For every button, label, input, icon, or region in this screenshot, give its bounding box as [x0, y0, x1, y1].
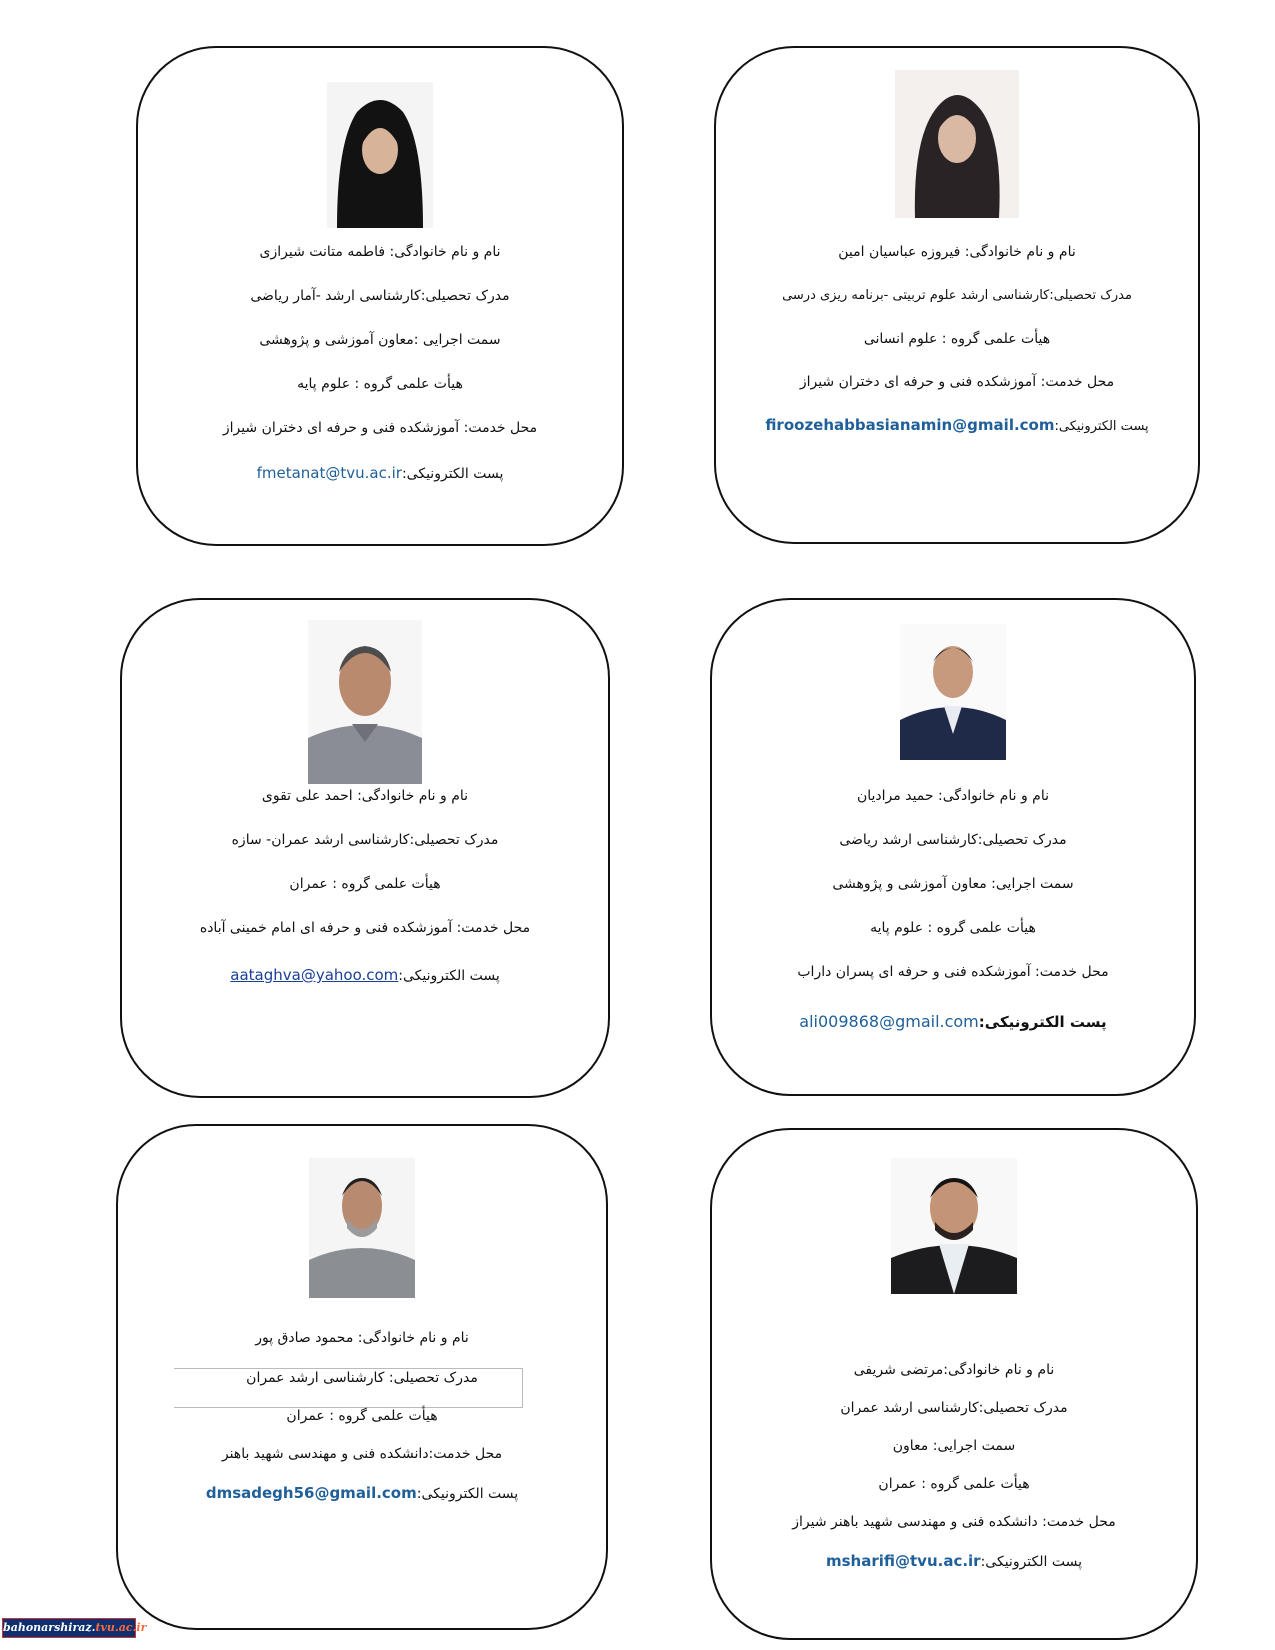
portrait-photo [327, 82, 433, 228]
portrait-photo [900, 624, 1006, 760]
staff-position: سمت اجرایی :معاون آموزشی و پژوهشی [259, 332, 501, 348]
staff-degree: مدرک تحصیلی:کارشناسی ارشد علوم تربیتی -برنامه ریزی درسی [782, 288, 1132, 303]
site-domain-suffix: tvu.ac.ir [95, 1621, 147, 1634]
staff-email[interactable]: msharifi@tvu.ac.ir [825, 1552, 981, 1570]
staff-email[interactable]: dmsadegh56@gmail.com [205, 1484, 417, 1502]
staff-name: نام و نام خانوادگی: فاطمه متانت شیرازی [259, 244, 501, 260]
email-label: پست الکترونیکی: [978, 1013, 1107, 1031]
staff-workplace: محل خدمت: آموزشکده فنی و حرفه ای دختران شیراز [222, 420, 538, 436]
staff-email[interactable]: firoozehabbasianamin@gmail.com [765, 416, 1055, 434]
staff-name: نام و نام خانوادگی: فیروزه عباسیان امین [838, 244, 1076, 260]
staff-card-abbasian [714, 46, 1200, 544]
email-label: پست الکترونیکی: [1054, 419, 1149, 434]
staff-name: نام و نام خانوادگی:مرتضی شریفی [853, 1362, 1055, 1378]
staff-name: نام و نام خانوادگی: حمید مرادیان [856, 788, 1049, 804]
staff-faculty-group: هیأت علمی گروه : عمران [878, 1476, 1030, 1492]
staff-position: سمت اجرایی: معاون [892, 1438, 1016, 1454]
staff-email[interactable]: ali009868@gmail.com [799, 1012, 979, 1031]
staff-workplace: محل خدمت: آموزشکده فنی و حرفه ای پسران داراب [797, 964, 1109, 980]
staff-degree: مدرک تحصیلی:کارشناسی ارشد ریاضی [839, 832, 1067, 848]
staff-card-taghavi [120, 598, 610, 1098]
site-watermark [2, 1618, 147, 1638]
staff-faculty-group: هیأت علمی گروه : علوم انسانی [863, 331, 1051, 347]
staff-faculty-group: هیأت علمی گروه : علوم پایه [297, 376, 463, 392]
staff-faculty-group: هیأت علمی گروه : علوم پایه [870, 920, 1036, 936]
email-label: پست الکترونیکی: [416, 1486, 519, 1502]
portrait-photo [309, 1158, 415, 1298]
staff-degree: مدرک تحصیلی:کارشناسی ارشد عمران- سازه [231, 832, 499, 848]
staff-degree: مدرک تحصیلی: کارشناسی ارشد عمران [246, 1370, 478, 1386]
staff-degree: مدرک تحصیلی:کارشناسی ارشد عمران [840, 1400, 1068, 1416]
staff-email[interactable]: fmetanat@tvu.ac.ir [256, 464, 402, 482]
staff-degree: مدرک تحصیلی:کارشناسی ارشد -آمار ریاضی [250, 288, 510, 304]
portrait-photo [895, 70, 1019, 218]
staff-faculty-group: هیأت علمی گروه : عمران [286, 1408, 438, 1424]
staff-workplace: محل خدمت: آموزشکده فنی و حرفه ای امام خمینی آباده [199, 920, 531, 936]
staff-name: نام و نام خانوادگی: محمود صادق پور [255, 1330, 469, 1346]
staff-card-sadeghpour [116, 1124, 608, 1630]
email-label: پست الکترونیکی: [980, 1554, 1082, 1570]
staff-workplace: محل خدمت: دانشکده فنی و مهندسی شهید باهنر شیراز [792, 1514, 1116, 1530]
staff-email[interactable]: aataghva@yahoo.com [230, 966, 399, 984]
email-label: پست الکترونیکی: [401, 466, 504, 482]
portrait-photo [308, 620, 422, 784]
staff-card-metanat [136, 46, 624, 546]
portrait-photo [891, 1158, 1017, 1294]
staff-name: نام و نام خانوادگی: احمد علی تقوی [261, 788, 469, 804]
staff-faculty-group: هیأت علمی گروه : عمران [289, 876, 441, 892]
staff-workplace: محل خدمت: آموزشکده فنی و حرفه ای دختران شیراز [799, 374, 1115, 390]
staff-card-sharifi [710, 1128, 1198, 1640]
staff-card-moradian [710, 598, 1196, 1096]
site-domain-part: bahonarshiraz. [3, 1621, 96, 1634]
staff-position: سمت اجرایی: معاون آموزشی و پژوهشی [832, 876, 1074, 892]
staff-workplace: محل خدمت:دانشکده فنی و مهندسی شهید باهنر [221, 1446, 503, 1462]
email-label: پست الکترونیکی: [398, 968, 500, 984]
